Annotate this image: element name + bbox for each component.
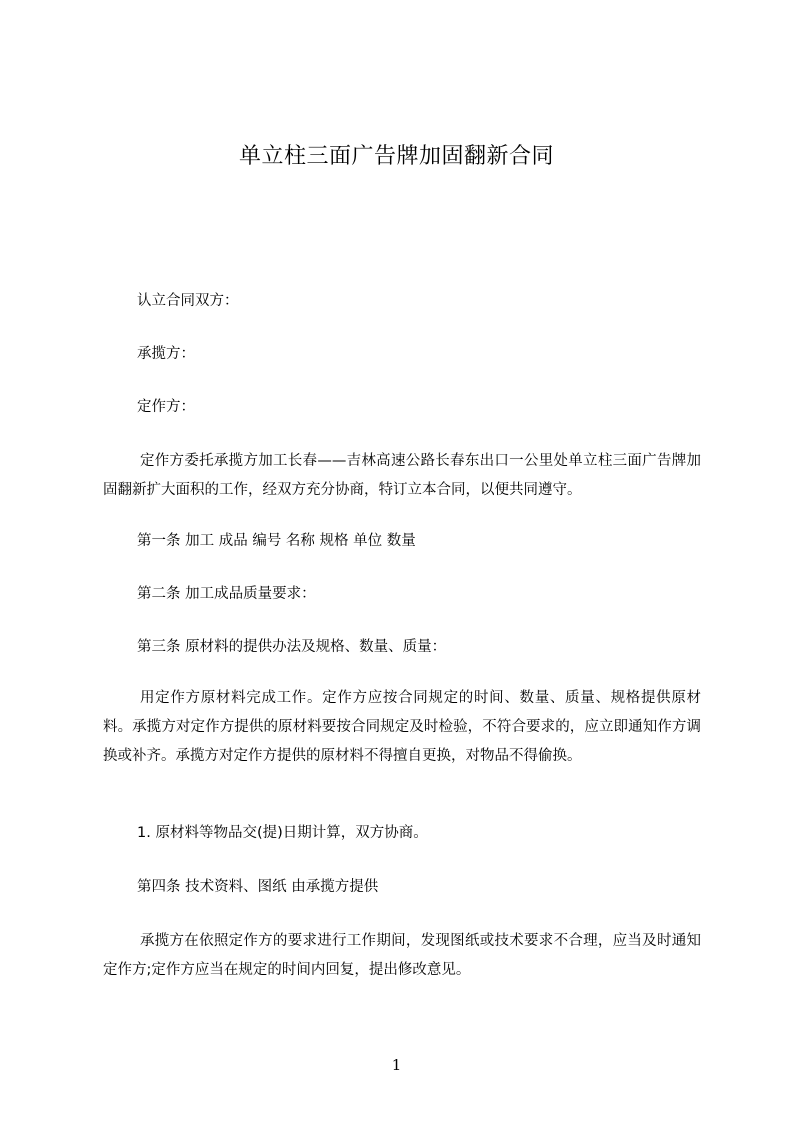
technical-paragraph-text: 承揽方在依照定作方的要求进行工作期间，发现图纸或技术要求不合理，应当及时通知定作方;定作方应当在规定的时间内回复，提出修改意见。 [103, 933, 701, 978]
article-1: 第一条 加工 成品 编号 名称 规格 单位 数量 [137, 533, 416, 549]
materials-paragraph-text: 用定作方原材料完成工作。定作方应按合同规定的时间、数量、质量、规格提供原材料。承揽方对定作方提供的原材料要按合同规定及时检验，不符合要求的，应立即通知作方调换或补齐。承揽方对定作方提供的原材料不得擅自更换，对物品不得偷换。 [103, 690, 701, 764]
contract-title: 单立柱三面广告牌加固翻新合同 [238, 144, 554, 169]
parties-heading: 认立合同双方： [137, 293, 239, 309]
article-3: 第三条 原材料的提供办法及规格、数量、质量： [137, 639, 447, 655]
technical-paragraph [103, 927, 701, 985]
article-2: 第二条 加工成品质量要求： [137, 586, 316, 602]
page-number: 1 [391, 1056, 402, 1074]
materials-paragraph [103, 684, 701, 771]
item-1: 1. 原材料等物品交(提)日期计算，双方协商。 [137, 825, 428, 841]
intro-paragraph-text: 定作方委托承揽方加工长春——吉林高速公路长春东出口一公里处单立柱三面广告牌加固翻新扩大面积的工作，经双方充分协商，特订立本合同，以便共同遵守。 [103, 453, 701, 498]
contractor-label: 承揽方： [137, 346, 195, 362]
client-label: 定作方： [137, 399, 195, 415]
intro-paragraph [103, 447, 701, 505]
article-4: 第四条 技术资料、图纸 由承揽方提供 [137, 879, 379, 895]
